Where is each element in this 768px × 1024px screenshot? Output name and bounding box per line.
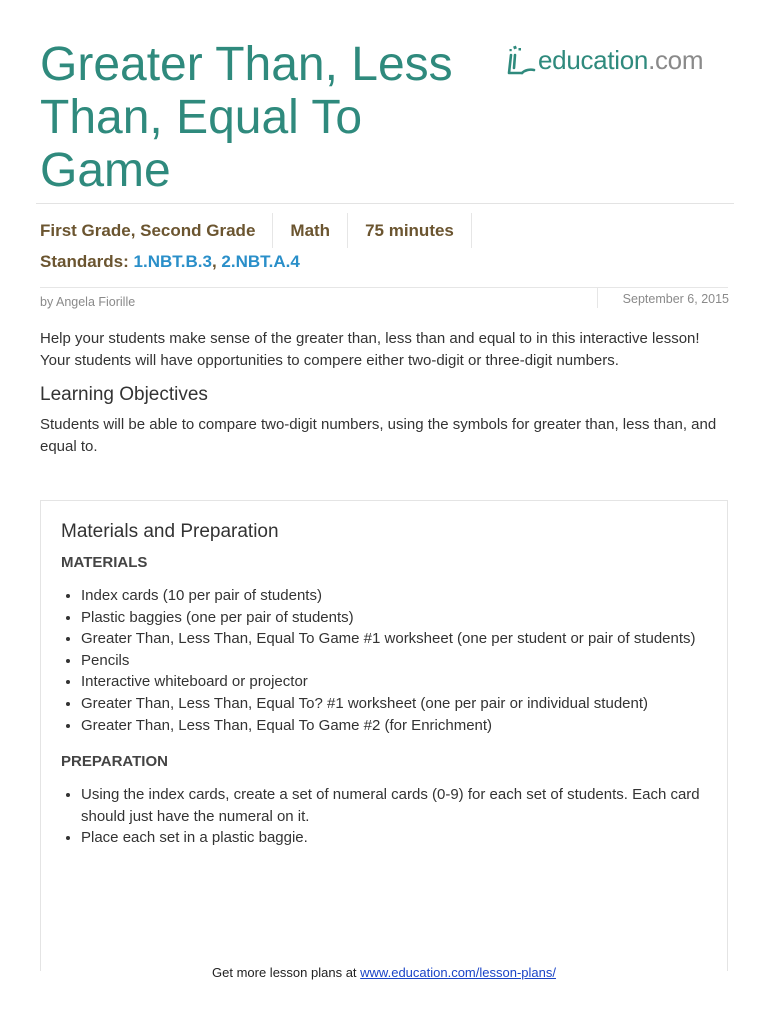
grade-levels: First Grade, Second Grade xyxy=(40,213,273,248)
objectives-heading: Learning Objectives xyxy=(40,384,208,405)
materials-box-heading: Materials and Preparation xyxy=(61,521,279,542)
page-title: Greater Than, Less Than, Equal To Game xyxy=(40,38,453,197)
author-byline: by Angela Fiorille xyxy=(40,295,136,309)
logo-suffix: .com xyxy=(648,44,704,75)
standard-link-2[interactable]: 2.NBT.A.4 xyxy=(221,252,300,271)
education-logo[interactable] xyxy=(506,40,703,80)
publish-date: September 6, 2015 xyxy=(597,288,729,308)
list-item: • Greater Than, Less Than, Equal To Game #1 worksheet (one per student or pair of students) xyxy=(81,628,701,650)
page-footer xyxy=(0,965,768,980)
intro-paragraph: Help your students make sense of the greater than, less than and equal to in this interactive lesson! Your students will have opportunities to compere either two-digit or three-digit numbers. xyxy=(40,330,700,369)
footer-text: Get more lesson plans at xyxy=(212,965,361,980)
list-item: • Greater Than, Less Than, Equal To? #1 worksheet (one per pair or individual student) xyxy=(81,693,701,715)
lesson-meta xyxy=(40,213,472,248)
lesson-plans-link[interactable]: www.education.com/lesson-plans/ xyxy=(360,965,556,980)
list-item: • Interactive whiteboard or projector xyxy=(81,671,701,693)
list-item: • Using the index cards, create a set of numeral cards (0-9) for each set of students. Each card should just have the numeral on it. xyxy=(81,784,701,827)
preparation-list xyxy=(61,784,701,849)
materials-box xyxy=(40,500,728,971)
standards-line xyxy=(40,252,300,272)
list-item: • Place each set in a plastic baggie. xyxy=(81,827,701,849)
duration: 75 minutes xyxy=(348,213,472,248)
materials-list xyxy=(61,585,701,736)
book-icon xyxy=(506,43,536,77)
list-item: • Greater Than, Less Than, Equal To Game #2 (for Enrichment) xyxy=(81,715,701,737)
subject: Math xyxy=(273,213,348,248)
list-item: • Index cards (10 per pair of students) xyxy=(81,585,701,607)
standards-label: Standards: xyxy=(40,252,129,271)
logo-brand: education xyxy=(538,44,649,75)
standards-separator: , xyxy=(211,252,222,271)
objectives-text: Students will be able to compare two-digit numbers, using the symbols for greater than, less than, and equal to. xyxy=(40,416,717,455)
header-divider xyxy=(36,203,734,204)
list-item: • Pencils xyxy=(81,650,701,672)
materials-label: MATERIALS xyxy=(61,554,148,571)
standard-link-1[interactable]: 1.NBT.B.3 xyxy=(133,252,212,271)
list-item: • Plastic baggies (one per pair of students) xyxy=(81,607,701,629)
preparation-label: PREPARATION xyxy=(61,753,168,771)
